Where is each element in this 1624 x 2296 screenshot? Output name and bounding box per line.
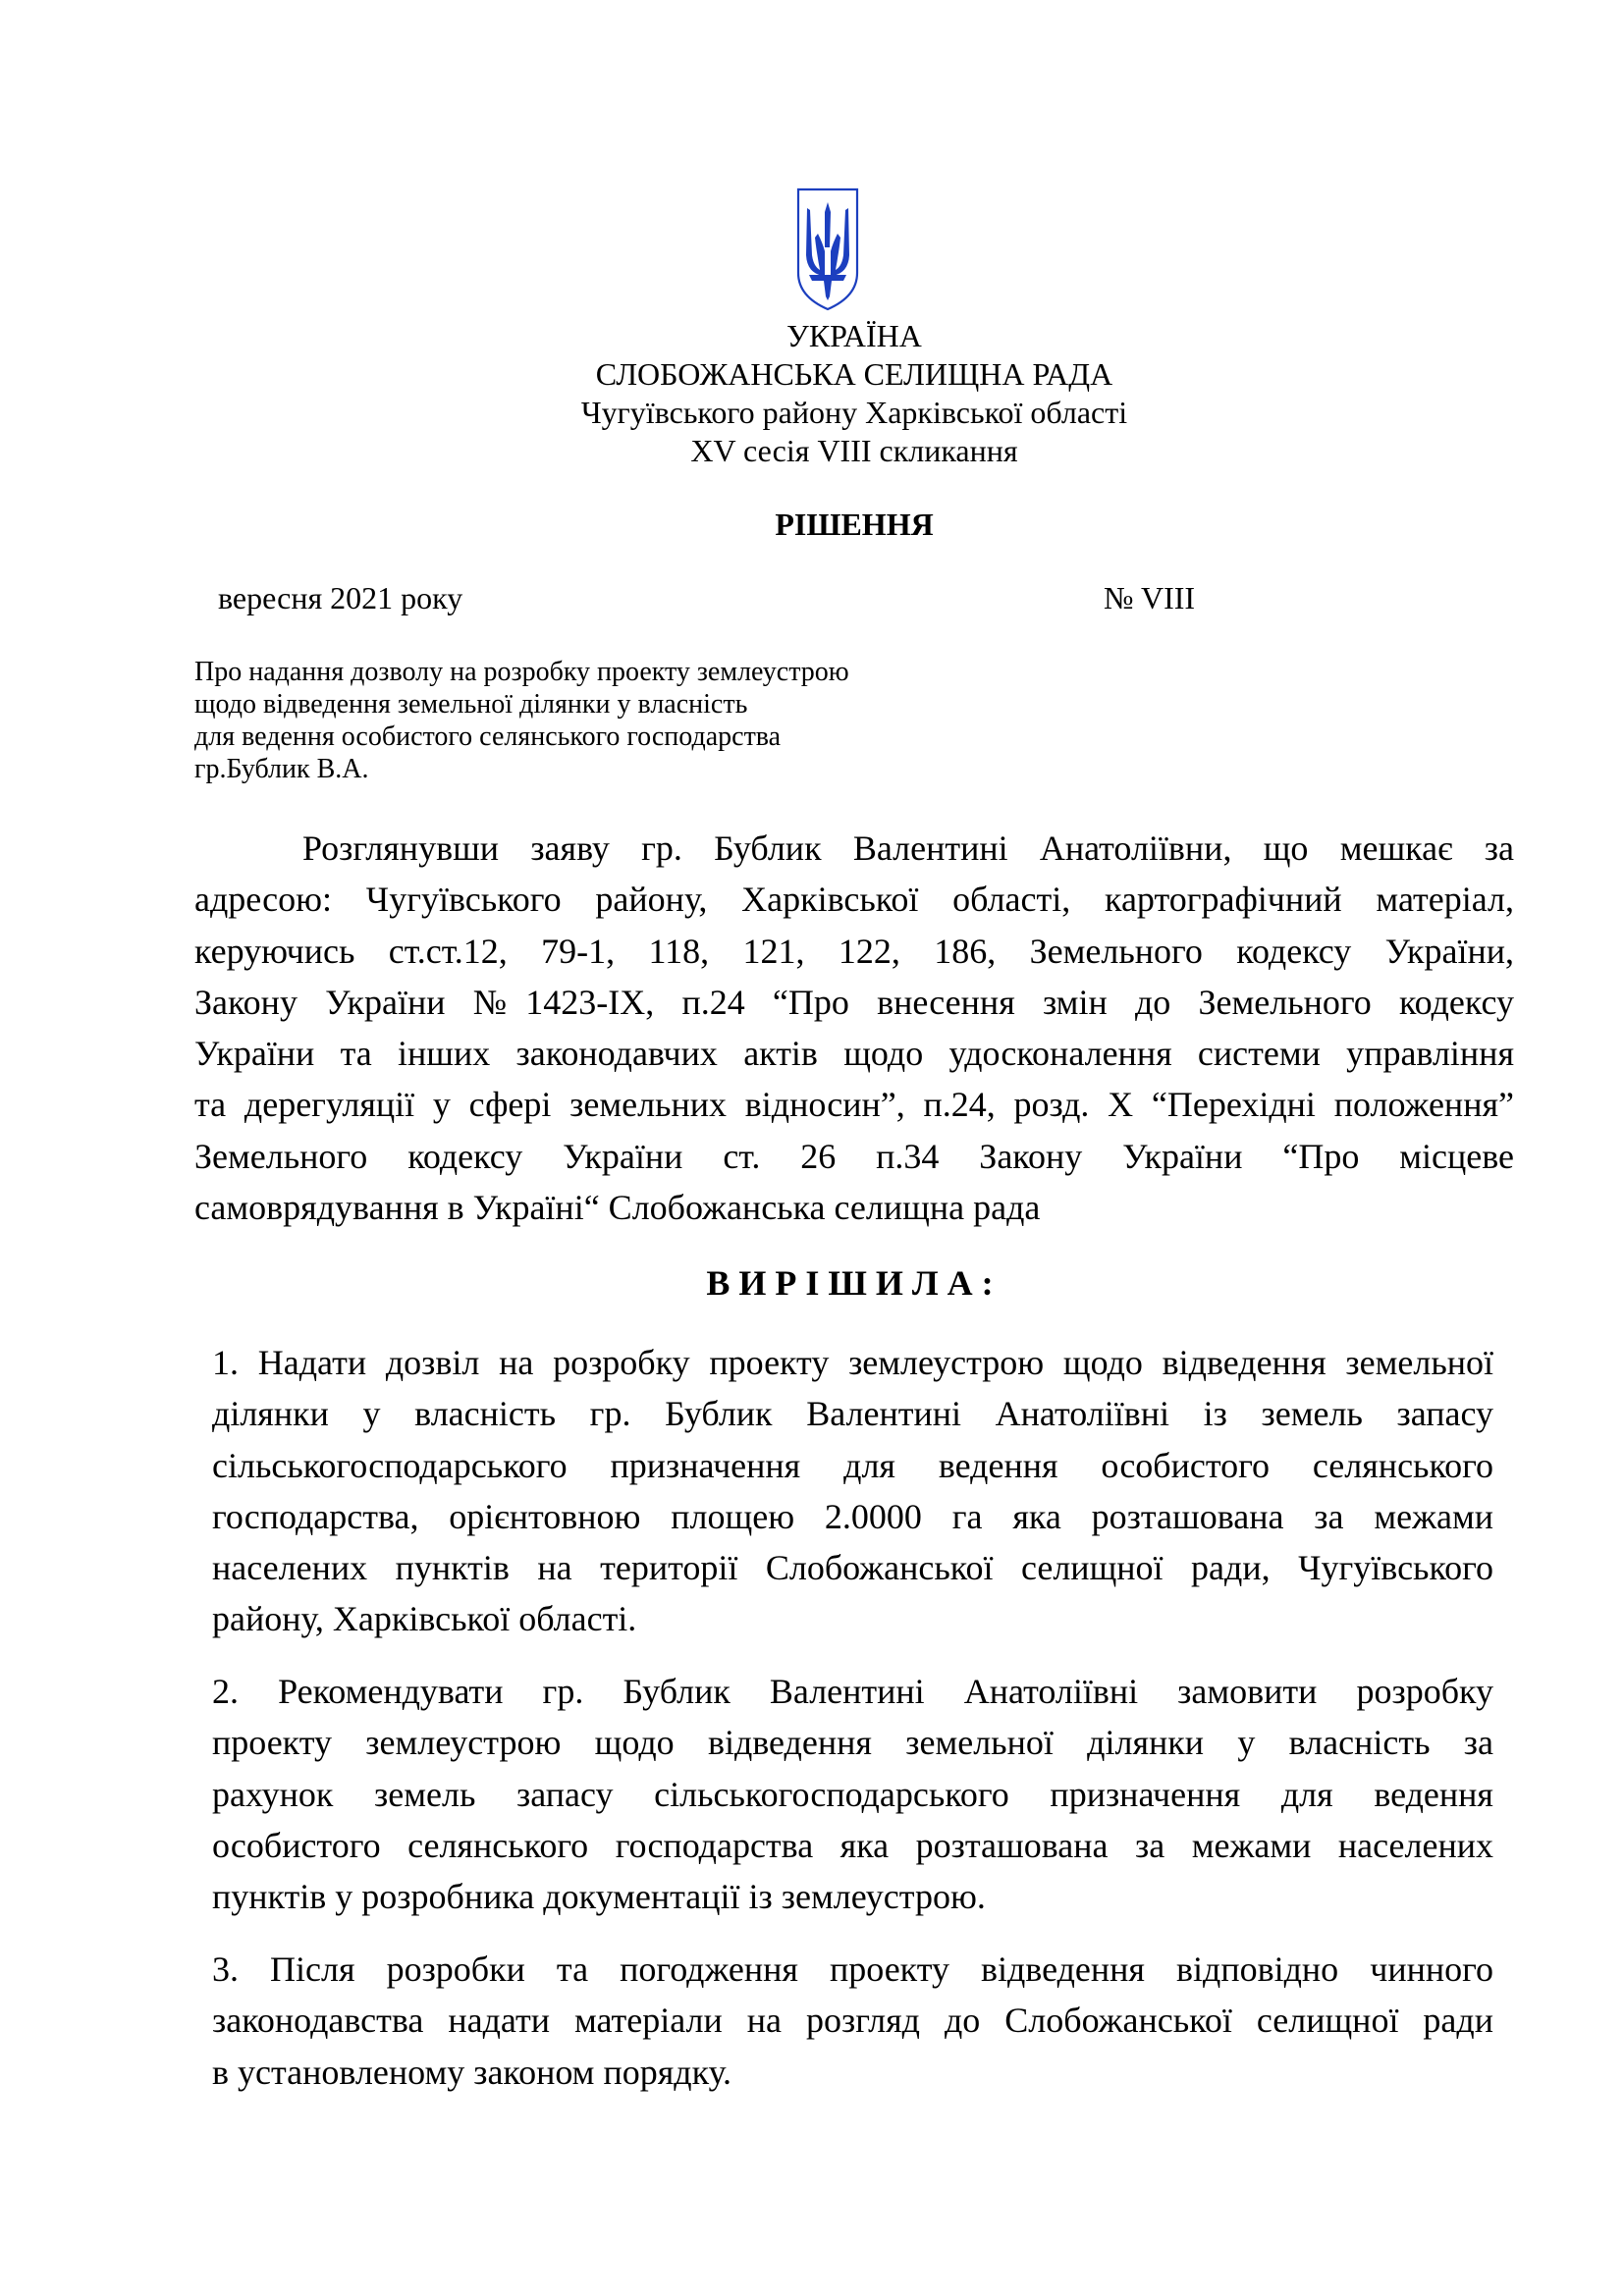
item-line: 3. Після розробки та погодження проекту відведення відповідно чинного <box>212 1949 1493 1989</box>
subject-line: для ведення особистого селянського господарства <box>194 721 782 752</box>
preamble-line: Розглянувши заяву гр. Бублик Валентині Анатоліївни, що мешкає за <box>302 828 1514 868</box>
item-line: проекту землеустрою щодо відведення земельної ділянки у власність за <box>212 1723 1493 1763</box>
preamble-paragraph <box>194 823 1514 1233</box>
preamble-line: Закону України №1423-IX, п.24 “Про внесення змін до Земельного кодексу <box>194 982 1514 1022</box>
item-line: 2. Рекомендувати гр. Бублик Валентині Анатоліївні замовити розробку <box>212 1672 1493 1711</box>
subject-line: щодо відведення земельної ділянки у власність <box>194 689 748 720</box>
item-line: господарства, орієнтовною площею 2.0000 га яка розташована за межами <box>212 1496 1493 1536</box>
coat-of-arms-trident-icon <box>795 187 860 312</box>
preamble-line: керуючись ст.ст.12, 79-1, 118, 121, 122, 186, Земельного кодексу України, <box>194 931 1514 971</box>
item-line: особистого селянського господарства яка розташована за межами населених <box>212 1825 1493 1865</box>
decision-subject <box>194 656 980 785</box>
item-line: ділянки у власність гр. Бублик Валентині Анатоліївні із земель запасу <box>212 1394 1493 1434</box>
decision-date: вересня 2021 року <box>218 580 463 615</box>
item-line: рахунок земель запасу сільськогосподарського призначення для ведення <box>212 1774 1493 1814</box>
subject-line: гр.Бублик В.А. <box>194 754 369 784</box>
preamble-line: самоврядування в Україні“ Слобожанська селищна рада <box>194 1188 1041 1228</box>
header-district: Чугуївського району Харківської області <box>580 395 1128 430</box>
header-council-name: СЛОБОЖАНСЬКА СЕЛИЩНА РАДА <box>595 356 1113 392</box>
decision-title: РІШЕННЯ <box>775 507 934 542</box>
resolved-heading: ВИРІШИЛА: <box>706 1263 1002 1303</box>
resolution-item-3 <box>212 1944 1493 2098</box>
item-line: пунктів у розробника документації із землеустрою. <box>212 1877 986 1917</box>
preamble-line: України та інших законодавчих актів щодо удосконалення системи управління <box>194 1034 1514 1074</box>
header-country: УКРАЇНА <box>786 318 922 353</box>
resolution-item-1 <box>212 1337 1493 1645</box>
item-line: району, Харківської області. <box>212 1599 637 1639</box>
decision-number: № VIII <box>1104 580 1196 615</box>
item-line: сільськогосподарського призначення для ведення особистого селянського <box>212 1445 1493 1485</box>
preamble-line: адресою: Чугуївського району, Харківської області, картографічний матеріал, <box>194 880 1514 920</box>
item-line: в установленому законом порядку. <box>212 2052 731 2092</box>
header-session: XV сесія VIII скликання <box>690 433 1018 468</box>
subject-line: Про надання дозволу на розробку проекту землеустрою <box>194 657 849 687</box>
item-line: законодавства надати матеріали на розгляд до Слобожанської селищної ради <box>212 2001 1493 2041</box>
preamble-line: Земельного кодексу України ст. 26 п.34 Закону України “Про місцеве <box>194 1136 1514 1176</box>
preamble-line: та дерегуляції у сфері земельних відносин”, п.24, розд. Х “Перехідні положення” <box>194 1085 1514 1125</box>
item-line: 1. Надати дозвіл на розробку проекту землеустрою щодо відведення земельної <box>212 1343 1493 1382</box>
item-line: населених пунктів на території Слобожанської селищної ради, Чугуївського <box>212 1548 1493 1588</box>
resolution-item-2 <box>212 1666 1493 1922</box>
